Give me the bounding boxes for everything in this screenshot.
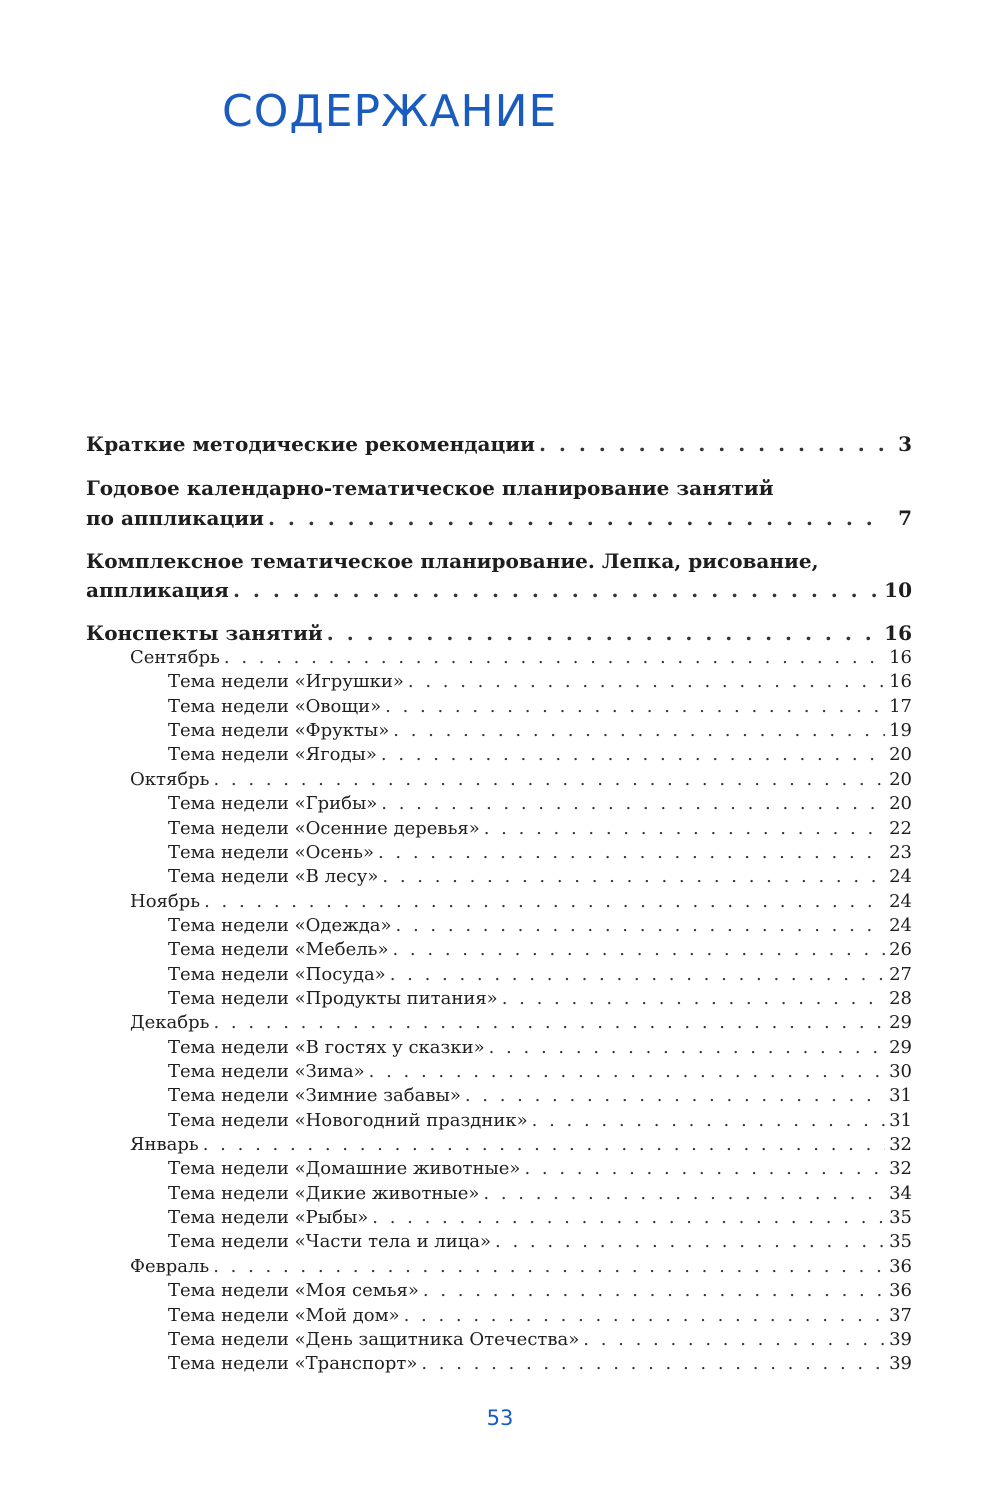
toc-entry-methodical-recommendations[interactable] [86, 432, 912, 456]
dot-leader [381, 744, 885, 765]
toc-week-entry[interactable] [168, 1280, 912, 1301]
toc-entry-page: 37 [889, 1304, 912, 1326]
dot-leader [423, 1280, 885, 1301]
toc-entry-page: 16 [889, 647, 912, 668]
toc-entry-title: Тема недели «Посуда» [168, 963, 386, 985]
toc-week-entry[interactable] [168, 671, 912, 692]
toc-week-entry[interactable] [168, 964, 912, 985]
toc-entry-title: Краткие методические рекомендации [86, 432, 535, 456]
dot-leader [372, 1207, 885, 1228]
toc-week-entry[interactable] [168, 720, 912, 741]
toc-week-entry[interactable] [168, 915, 912, 936]
dot-leader [382, 866, 885, 887]
toc-entry-title: Тема недели «Мой дом» [168, 1304, 400, 1326]
toc-entry-page: 28 [889, 987, 912, 1009]
toc-entry-title: Тема недели «Фрукты» [168, 720, 390, 741]
toc-entry-page: 34 [889, 1182, 912, 1204]
toc-week-entry[interactable] [168, 1158, 912, 1179]
toc-week-entry[interactable] [168, 1305, 912, 1326]
toc-entry-title: Тема недели «Моя семья» [168, 1280, 419, 1302]
dot-leader [381, 793, 885, 814]
toc-entry-page: 27 [889, 963, 912, 985]
dot-leader [393, 720, 885, 741]
toc-entry-page: 29 [889, 1012, 912, 1034]
toc-entry-title: Тема недели «Мебель» [168, 939, 389, 961]
toc-entry-page: 32 [889, 1158, 912, 1180]
toc-entry-title: Тема недели «Дикие животные» [168, 1182, 480, 1204]
toc-entry-title: Тема недели «В лесу» [168, 866, 379, 888]
toc-entry-page: 31 [889, 1109, 912, 1131]
toc-entry-title: аппликация [86, 578, 229, 602]
dot-leader [385, 696, 885, 717]
toc-entry-title: Тема недели «Осенние деревья» [168, 817, 480, 839]
toc-entry-page: 30 [889, 1061, 912, 1082]
toc-entry-title: Тема недели «Рыбы» [168, 1207, 369, 1229]
toc-month-entry[interactable] [130, 769, 912, 790]
toc-entry-page: 39 [889, 1353, 912, 1375]
dot-leader [539, 432, 886, 456]
dot-leader [392, 939, 885, 960]
toc-entry-title: Декабрь [130, 1012, 210, 1034]
toc-entry-title: Ноябрь [130, 890, 201, 912]
toc-entry-page: 32 [889, 1134, 912, 1155]
toc-week-entry[interactable] [168, 1183, 912, 1204]
toc-week-entry[interactable] [168, 696, 912, 717]
toc-entry-title: Тема недели «Зимние забавы» [168, 1085, 461, 1107]
toc-month-entry[interactable] [130, 1256, 912, 1277]
dot-leader [213, 1256, 885, 1277]
toc-entry-title: Тема недели «День защитника Отечества» [168, 1328, 580, 1350]
dot-leader [378, 842, 885, 863]
toc-month-entry[interactable] [130, 1134, 912, 1155]
toc-entry-page: 35 [889, 1231, 912, 1253]
toc-week-entry[interactable] [168, 1037, 912, 1058]
toc-week-entry[interactable] [168, 793, 912, 814]
dot-leader [369, 1061, 885, 1082]
toc-entry-page: 36 [889, 1280, 912, 1302]
toc-entry-title: Тема недели «Грибы» [168, 793, 378, 815]
dot-leader [408, 671, 885, 692]
toc-entry-annual-planning[interactable] [86, 506, 912, 530]
toc-week-entry[interactable] [168, 1329, 912, 1350]
dot-leader [524, 1158, 885, 1179]
toc-entry-page: 22 [889, 817, 912, 839]
toc-entry-page: 24 [889, 914, 912, 936]
toc-entry-title: Тема недели «Осень» [168, 841, 374, 863]
dot-leader [203, 1134, 885, 1155]
toc-entry-complex-planning-line1: Комплексное тематическое планирование. Лепка, рисование, [86, 549, 819, 573]
dot-leader [465, 1085, 885, 1106]
toc-entry-title: Тема недели «Транспорт» [168, 1353, 418, 1375]
toc-entry-title: Тема недели «Новогодний праздник» [168, 1109, 528, 1131]
dot-leader [213, 1012, 885, 1033]
dot-leader [532, 1110, 885, 1131]
toc-entry-page: 10 [884, 578, 912, 602]
toc-entry-page: 17 [889, 695, 912, 717]
toc-entry-page: 20 [889, 768, 912, 790]
toc-entry-page: 35 [889, 1207, 912, 1229]
toc-week-entry[interactable] [168, 818, 912, 839]
toc-entry-page: 16 [884, 621, 912, 645]
toc-entry-lesson-notes[interactable] [86, 621, 912, 645]
dot-leader [213, 769, 885, 790]
toc-week-entry[interactable] [168, 1231, 912, 1252]
dot-leader [390, 964, 885, 985]
toc-entry-page: 24 [889, 866, 912, 888]
toc-entry-page: 29 [889, 1036, 912, 1058]
toc-entry-title: Январь [130, 1134, 199, 1155]
toc-entry-page: 24 [889, 890, 912, 912]
toc-entry-page: 23 [889, 841, 912, 863]
toc-entry-page: 16 [889, 671, 912, 693]
dot-leader [396, 915, 886, 936]
toc-entry-page: 19 [889, 720, 912, 741]
toc-entry-title: Тема недели «Игрушки» [168, 671, 404, 693]
toc-month-entry[interactable] [130, 891, 912, 912]
toc-entry-page: 20 [889, 793, 912, 815]
page-number: 53 [486, 1406, 514, 1430]
toc-entry-title: по аппликации [86, 506, 264, 530]
dot-leader [489, 1037, 885, 1058]
page-title: СОДЕРЖАНИЕ [222, 86, 558, 137]
dot-leader [404, 1305, 886, 1326]
toc-week-entry[interactable] [168, 988, 912, 1009]
toc-entry-title: Сентябрь [130, 647, 220, 668]
toc-week-entry[interactable] [168, 1110, 912, 1131]
toc-entry-page: 20 [889, 744, 912, 766]
toc-entry-page: 7 [898, 506, 912, 530]
toc-entry-complex-planning[interactable] [86, 578, 912, 602]
toc-week-entry[interactable] [168, 842, 912, 863]
toc-week-entry[interactable] [168, 1061, 912, 1082]
toc-entry-page: 31 [889, 1085, 912, 1107]
toc-entry-title: Тема недели «Зима» [168, 1061, 365, 1082]
toc-entry-title: Тема недели «Ягоды» [168, 744, 377, 766]
dot-leader [224, 647, 885, 668]
dot-leader [495, 1231, 885, 1252]
dot-leader [583, 1329, 885, 1350]
toc-week-entry[interactable] [168, 1207, 912, 1228]
toc-month-entry[interactable] [130, 647, 912, 668]
dot-leader [233, 578, 880, 602]
dot-leader [484, 818, 885, 839]
toc-entry-annual-planning-line1: Годовое календарно-тематическое планирование занятий [86, 476, 774, 500]
toc-entry-title: Тема недели «В гостях у сказки» [168, 1036, 485, 1058]
toc-week-entry[interactable] [168, 939, 912, 960]
dot-leader [421, 1353, 885, 1374]
toc-entry-page: 36 [889, 1255, 912, 1277]
dot-leader [204, 891, 885, 912]
dot-leader [327, 621, 880, 645]
toc-entry-title: Октябрь [130, 768, 210, 790]
toc-week-entry[interactable] [168, 866, 912, 887]
toc-week-entry[interactable] [168, 744, 912, 765]
toc-entry-title: Конспекты занятий [86, 621, 323, 645]
toc-entry-title: Февраль [130, 1255, 210, 1277]
toc-entry-title: Тема недели «Одежда» [168, 914, 392, 936]
toc-entry-title: Тема недели «Овощи» [168, 695, 382, 717]
toc-entry-page: 26 [889, 939, 912, 961]
toc-entry-title: Тема недели «Домашние животные» [168, 1158, 521, 1180]
toc-entry-title: Тема недели «Части тела и лица» [168, 1231, 492, 1253]
toc-month-entry[interactable] [130, 1012, 912, 1033]
toc-week-entry[interactable] [168, 1353, 912, 1374]
dot-leader [502, 988, 885, 1009]
dot-leader [268, 506, 886, 530]
dot-leader [483, 1183, 885, 1204]
toc-week-entry[interactable] [168, 1085, 912, 1106]
toc-entry-page: 39 [889, 1328, 912, 1350]
toc-entry-page: 3 [898, 432, 912, 456]
toc-entry-title: Тема недели «Продукты питания» [168, 987, 498, 1009]
